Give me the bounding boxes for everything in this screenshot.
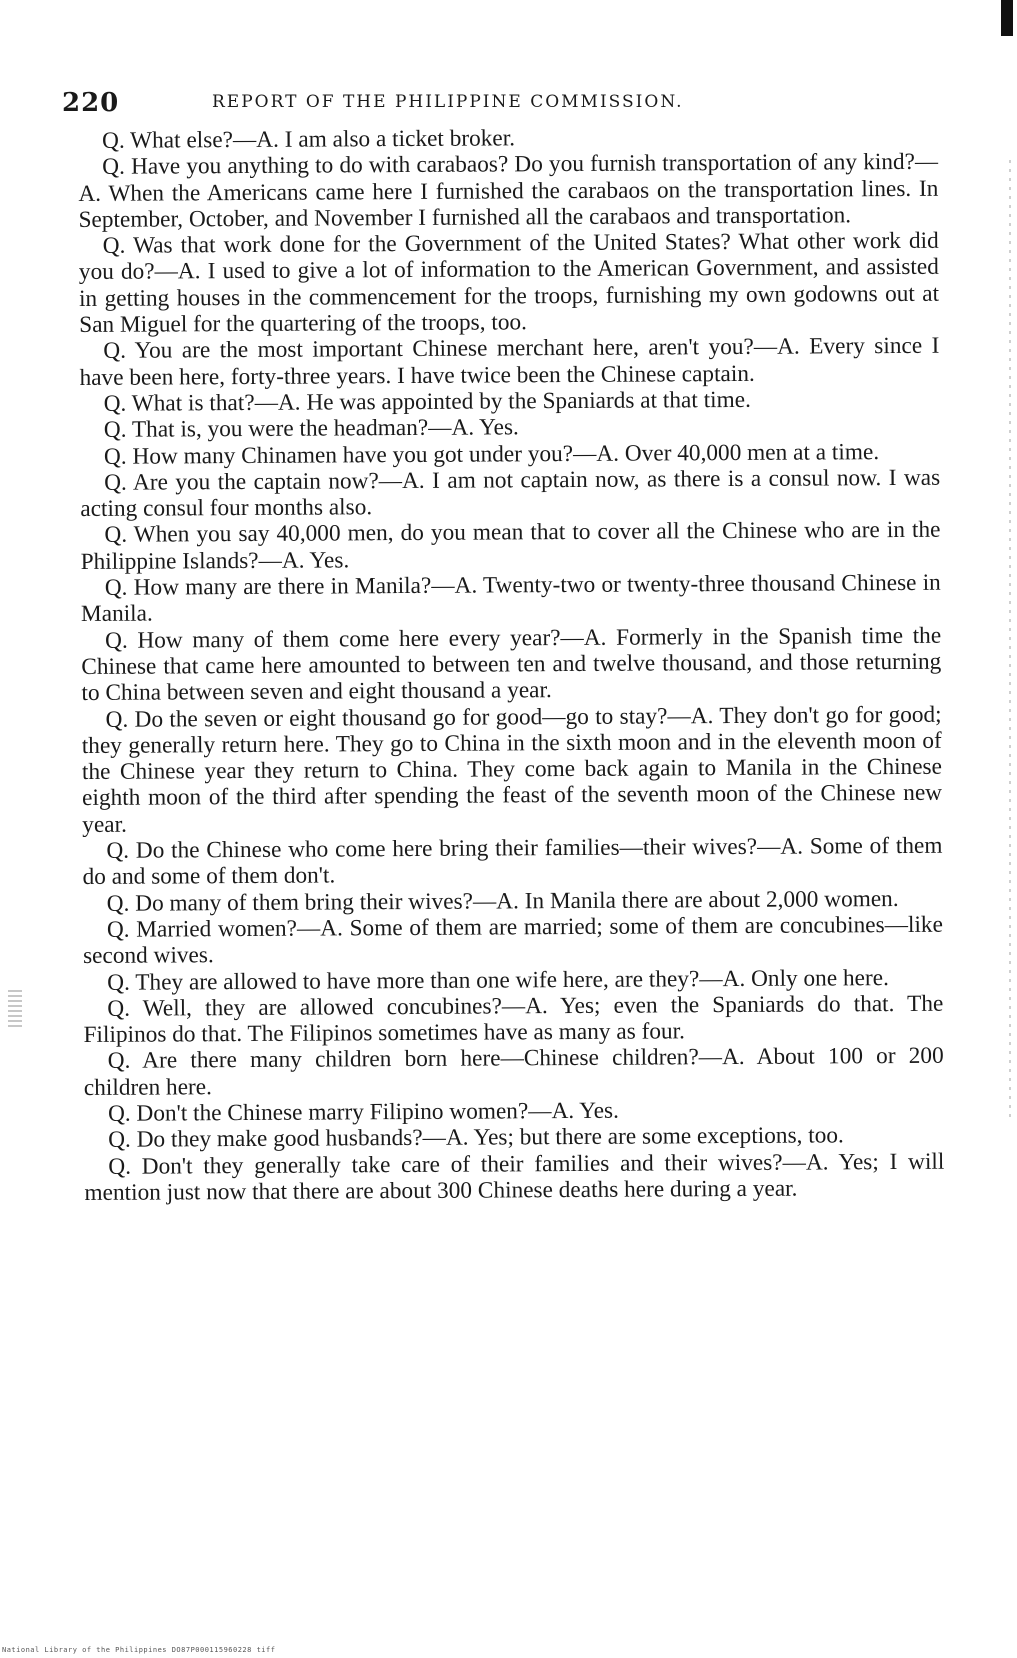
paragraph: Q. Do the seven or eight thousand go for good—go to stay?—A. They don't go for good; they generally return here. They go to China in the sixth moon and in the eleventh moon of the Chinese year they return to China. They come back again to Manila in the Chinese eighth moon of the third after spending the feast of the seventh moon of the Chinese new year. bbox=[81, 701, 943, 838]
page-header bbox=[62, 88, 942, 118]
body-text bbox=[78, 123, 947, 1568]
paragraph: Q. When you say 40,000 men, do you mean that to cover all the Chinese who are in the Philippine Islands?—A. Yes. bbox=[80, 517, 941, 575]
paragraph: Q. How many are there in Manila?—A. Twenty-two or twenty-three thousand Chinese in Manila. bbox=[80, 569, 941, 628]
margin-stamp bbox=[8, 990, 22, 1030]
paragraph: Q. How many Chinamen have you got under you?—A. Over 40,000 men at a time. bbox=[103, 438, 880, 470]
paragraph: Q. Have you anything to do with carabaos? Do you furnish transportation of any kind?—A. When the Americans came here I furnished the carabaos on the transportation lines. In September, October, and November I furnished all the carabaos and transportation. bbox=[78, 149, 939, 233]
paragraph: Q. Do they make good husbands?—A. Yes; but there are some exceptions, too. bbox=[108, 1122, 844, 1154]
paragraph: Q. Was that work done for the Government of the United States? What other work did you do?—A. I used to give a lot of information to the American Government, and assisted in getting houses in the commencement for the troops, furnishing my own godowns out at San Miguel for the quartering of the troops, too. bbox=[78, 227, 940, 339]
paragraph: Q. How many of them come here every year?—A. Formerly in the Spanish time the Chinese that came here amounted to between ten and twelve thousand, and those returning to China between seven and eight thousand a year. bbox=[81, 622, 942, 707]
paragraph: Q. That is, you were the headman?—A. Yes. bbox=[103, 414, 519, 444]
paragraph: Q. Are there many children born here—Chinese children?—A. About 100 or 200 children here. bbox=[83, 1043, 944, 1101]
binding-edge bbox=[1009, 160, 1011, 1120]
running-head: REPORT OF THE PHILIPPINE COMMISSION. bbox=[212, 92, 684, 112]
scan-edge-mark bbox=[1001, 0, 1013, 36]
paragraph: Q. Don't they generally take care of their families and their wives?—A. Yes; I will mention just now that there are about 300 Chinese deaths here during a year. bbox=[84, 1148, 945, 1206]
paragraph: Q. Married women?—A. Some of them are married; some of them are concubines—like second wives. bbox=[82, 911, 943, 970]
paragraph: Q. What else?—A. I am also a ticket broker. bbox=[101, 125, 516, 154]
scan-footer: National Library of the Philippines DO87P000115960228 tiff bbox=[2, 1646, 276, 1654]
paragraph: Q. Do the Chinese who come here bring their families—their wives?—A. Some of them do and some of them don't. bbox=[82, 832, 943, 891]
paragraph: Q. Are you the captain now?—A. I am not captain now, as there is a consul now. I was acting consul four months also. bbox=[80, 464, 941, 523]
paragraph: Q. What is that?—A. He was appointed by the Spaniards at that time. bbox=[103, 386, 751, 417]
paragraph: Q. Well, they are allowed concubines?—A. Yes; even the Spaniards do that. The Filipinos do that. The Filipinos sometimes have as many as four. bbox=[83, 990, 944, 1049]
paragraph: Q. They are allowed to have more than one wife here, are they?—A. Only one here. bbox=[107, 964, 889, 996]
page-number: 220 bbox=[62, 88, 120, 118]
paragraph: Q. Do many of them bring their wives?—A. In Manila there are about 2,000 women. bbox=[106, 885, 899, 917]
paragraph: Q. Don't the Chinese marry Filipino women?—A. Yes. bbox=[107, 1097, 619, 1127]
paragraph: Q. You are the most important Chinese merchant here, aren't you?—A. Every since I have been here, forty-three years. I have twice been the Chinese captain. bbox=[79, 333, 940, 391]
